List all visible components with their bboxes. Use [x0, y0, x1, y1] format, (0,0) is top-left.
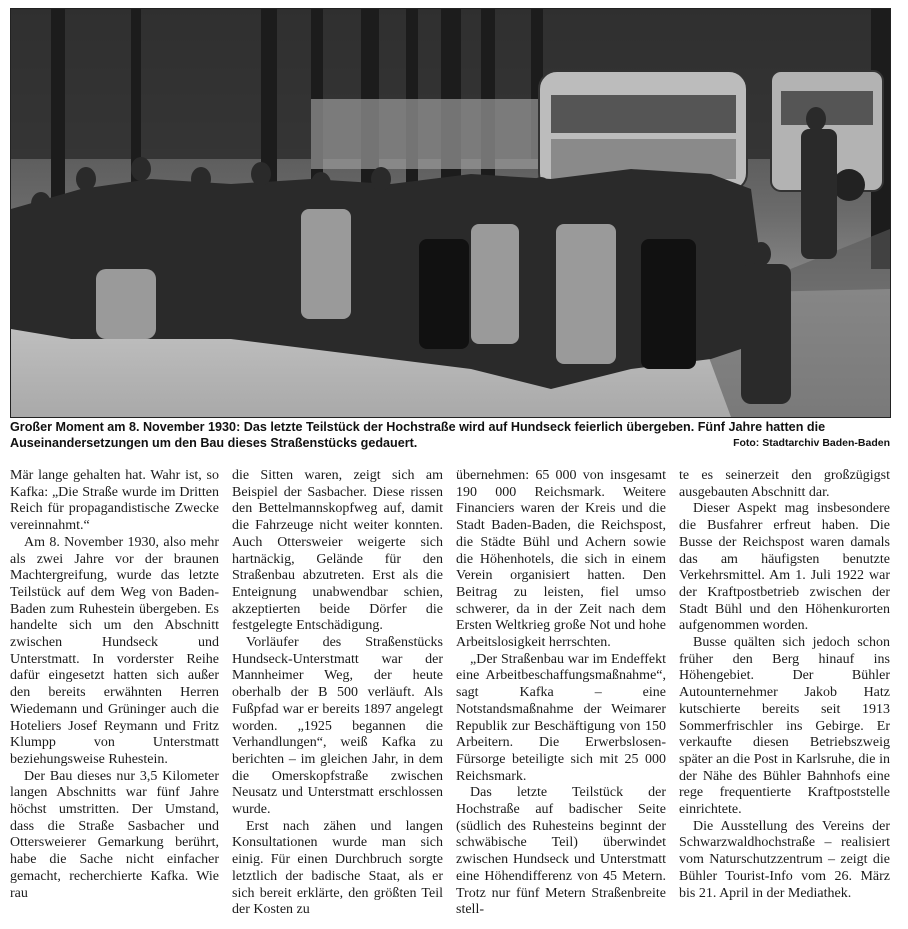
paragraph: übernehmen: 65 000 von insgesamt 190 000 Reichsmark. Weitere Financiers waren der Kreis und die Stadt Baden-Baden, die Reichspost, die Städte Bühl und Achern sowie die Höhenhotels, die sich in einem Verein organisiert hatten. Den Beitrag zu leisten, fiel umso schwerer, da in der Zeit nach dem Ersten Weltkrieg große Not und hohe Arbeitslosigkeit herrschten.	[456, 468, 666, 651]
paragraph: Erst nach zähen und langen Konsultationen wurde man sich einig. Für einen Durchbruch sorgte letztlich der badische Staat, als er sich bereit erklärte, den größten Teil der Kosten zu	[232, 818, 443, 918]
paragraph: te es seinerzeit den großzügigst ausgebauten Abschnitt dar.	[679, 468, 890, 500]
photo-illustration	[11, 9, 890, 417]
paragraph: Dieser Aspekt mag insbesondere die Busfahrer erfreut haben. Die Busse der Reichspost waren damals das am häufigsten benutzte Verkehrsmittel. Am 1. Juli 1922 war der Kraftpostbetrieb zwischen der Stadt Bühl und den Höhenkurorten aufgenommen worden.	[679, 501, 890, 634]
paragraph: Das letzte Teilstück der Hochstraße auf badischer Seite (südlich des Ruhesteins beginnt der schwäbische Teil) überwindet zwischen Hundseck und Unterstmatt eine Höhendifferenz von 45 Metern. Trotz nur fünf Metern Straßenbreite stell-	[456, 785, 666, 918]
article-column-3	[456, 468, 666, 919]
paragraph: Die Ausstellung des Vereins der Schwarzwaldhochstraße – realisiert vom Naturschutzzentrum – zeigt die Bühler Tourist-Info vom 26. März bis 21. April in der Mediathek.	[679, 818, 890, 901]
article-column-2	[232, 468, 443, 919]
paragraph: die Sitten waren, zeigt sich am Beispiel der Sasbacher. Diese rissen den Bettelmannskopfweg auf, damit die Fahrzeuge nicht weiter konnten. Auch Ottersweier weigerte sich hartnäckig, Gelände für den Straßenbau abzutreten. Erst als die Enteignung unabwendbar schien, akzeptierten beide Dörfer die festgelegte Entschädigung.	[232, 468, 443, 634]
article-column-1	[10, 468, 219, 902]
caption-text: Großer Moment am 8. November 1930: Das letzte Teilstück der Hochstraße wird auf Hundseck feierlich übergeben. Fünf Jahre hatten die Auseinandersetzungen um den Bau dieses Straßenstücks gedauert.	[10, 420, 826, 450]
article-column-4	[679, 468, 890, 902]
paragraph: Busse quälten sich jedoch schon früher den Berg hinauf ins Höhengebiet. Der Bühler Autounternehmer Jakob Hatz kutschierte bereits seit 1913 Sommerfrischler ins Gebirge. Er verkaufte diesen Betriebszweig später an die Post in Karlsruhe, die in der Nähe des Bühler Bahnhofs eine rege frequentierte Kraftpoststelle einrichtete.	[679, 635, 890, 818]
paragraph: „Der Straßenbau war im Endeffekt eine Arbeitbeschaffungsmaßnahme“, sagt Kafka – eine Notstandsmaßnahme der Weimarer Republik zur Beschäftigung von 150 Arbeitern. Die Erwerbslosen-Fürsorge beteiligte sich mit 25 000 Reichsmark.	[456, 651, 666, 784]
paragraph: Der Bau dieses nur 3,5 Kilometer langen Abschnitts war fünf Jahre höchst umstritten. Der Umstand, dass die Straße Sasbacher und Ottersweierer Gemarkung berührt, habe die Sache nicht einfacher gemacht, recherchierte Kafka. Wie rau	[10, 768, 219, 901]
photo-credit: Foto: Stadtarchiv Baden-Baden	[733, 437, 890, 449]
historic-group-photo	[10, 8, 891, 418]
paragraph: Am 8. November 1930, also mehr als zwei Jahre vor der braunen Machtergreifung, wurde das letzte Teilstück auf dem Weg von Baden-Baden zum Ruhestein übergeben. Es handelte sich um den Abschnitt zwischen Hundseck und Unterstmatt. In vorderster Reihe dafür eingesetzt hatten sich außer den bereits erwähnten Herren Wiedemann und Grüninger auch die Hoteliers Josef Reymann und Fritz Klumpp von Unterstmatt beziehungsweise Ruhestein.	[10, 534, 219, 767]
paragraph: Mär lange gehalten hat. Wahr ist, so Kafka: „Die Straße wurde im Dritten Reich für propagandistische Zwecke vereinnahmt.“	[10, 468, 219, 534]
paragraph: Vorläufer des Straßenstücks Hundseck-Unterstmatt war der Mannheimer Weg, der heute oberhalb der B 500 verläuft. Als Fußpfad war er bereits 1897 angelegt worden. „1925 begannen die Verhandlungen“, weiß Kafka zu berichten – im gleichen Jahr, in dem die Omerskopfstraße zwischen Neusatz und Unterstmatt erschlossen wurde.	[232, 635, 443, 818]
